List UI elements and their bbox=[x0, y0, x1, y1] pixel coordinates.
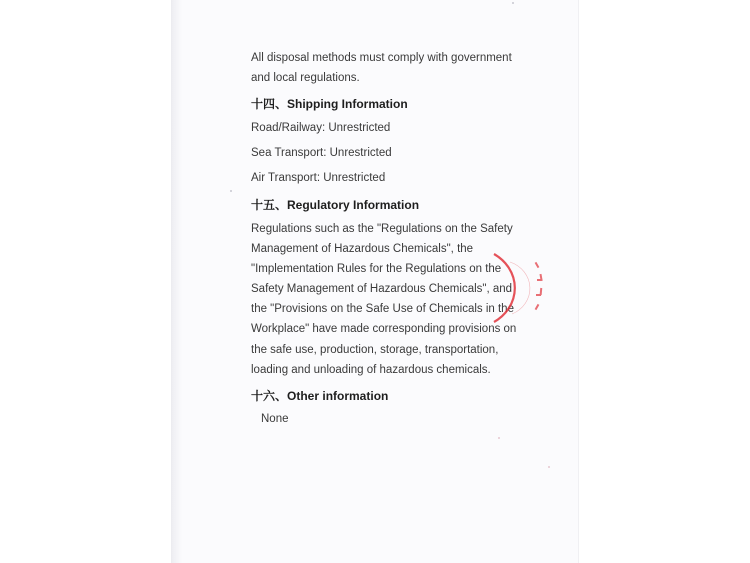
section-15-heading bbox=[251, 196, 419, 213]
section-15-number: 十五、 bbox=[251, 198, 288, 212]
scan-speck bbox=[498, 437, 500, 439]
regulatory-line-1: Regulations such as the "Regulations on the Safety bbox=[251, 223, 513, 235]
regulatory-line-5: the "Provisions on the Safe Use of Chemicals in the bbox=[251, 303, 514, 315]
regulatory-line-2: Management of Hazardous Chemicals", the bbox=[251, 243, 474, 255]
other-information-value: None bbox=[261, 413, 289, 425]
regulatory-line-6: Workplace" have made corresponding provisions on bbox=[251, 323, 517, 335]
regulatory-line-8: loading and unloading of hazardous chemicals. bbox=[251, 364, 491, 376]
section-14-number: 十四、 bbox=[251, 97, 288, 111]
sea-transport-line: Sea Transport: Unrestricted bbox=[251, 147, 392, 159]
section-16-title: Other information bbox=[287, 389, 389, 403]
regulatory-line-3: "Implementation Rules for the Regulations on the bbox=[251, 263, 502, 275]
scan-speck bbox=[548, 466, 550, 468]
section-16-heading bbox=[251, 387, 388, 404]
disposal-line-1: All disposal methods must comply with government bbox=[251, 52, 512, 64]
scan-speck bbox=[512, 2, 514, 4]
seal-stamp-icon bbox=[490, 250, 552, 326]
regulatory-line-7: the safe use, production, storage, transportation, bbox=[251, 344, 499, 356]
regulatory-line-4: Safety Management of Hazardous Chemicals", and bbox=[251, 283, 513, 295]
scan-speck bbox=[230, 190, 232, 192]
section-15-title: Regulatory Information bbox=[287, 198, 420, 212]
air-transport-line: Air Transport: Unrestricted bbox=[251, 172, 386, 184]
section-14-title: Shipping Information bbox=[287, 97, 408, 111]
disposal-line-2: and local regulations. bbox=[251, 72, 360, 84]
section-14-heading bbox=[251, 95, 408, 112]
section-16-number: 十六、 bbox=[251, 389, 288, 403]
road-railway-line: Road/Railway: Unrestricted bbox=[251, 122, 391, 134]
